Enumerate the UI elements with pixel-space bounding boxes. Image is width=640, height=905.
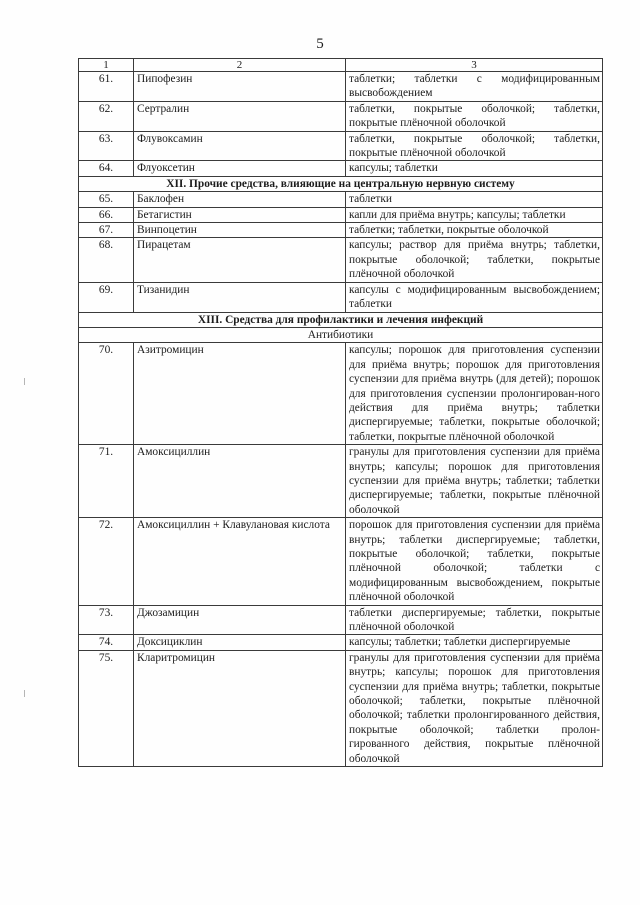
row-number: 62. bbox=[79, 101, 134, 131]
drug-name: Пирацетам bbox=[134, 238, 346, 282]
dosage-forms: таблетки диспергируемые; таблетки, покрытые плёночной оболочкой bbox=[346, 605, 603, 635]
dosage-forms: капсулы; раствор для приёма внутрь; таблетки, покрытые оболочкой; таблетки, покрытые плёночной оболочкой bbox=[346, 238, 603, 282]
dosage-forms: таблетки bbox=[346, 192, 603, 207]
row-number: 67. bbox=[79, 223, 134, 238]
row-number: 71. bbox=[79, 445, 134, 518]
column-number: 2 bbox=[134, 59, 346, 72]
row-number: 63. bbox=[79, 131, 134, 161]
dosage-forms: капсулы; таблетки; таблетки диспергируемые bbox=[346, 635, 603, 650]
table-row bbox=[79, 445, 603, 518]
row-number: 66. bbox=[79, 207, 134, 222]
table-row bbox=[79, 72, 603, 102]
table-body bbox=[79, 72, 603, 767]
drug-table bbox=[78, 58, 603, 767]
dosage-forms: таблетки; таблетки, покрытые оболочкой bbox=[346, 223, 603, 238]
drug-list-document bbox=[78, 58, 602, 767]
section-heading: XII. Прочие средства, влияющие на центральную нервную систему bbox=[79, 176, 603, 191]
row-number: 72. bbox=[79, 518, 134, 605]
table-row bbox=[79, 131, 603, 161]
drug-name: Доксициклин bbox=[134, 635, 346, 650]
drug-name: Амоксициллин + Клавулановая кислота bbox=[134, 518, 346, 605]
drug-name: Баклофен bbox=[134, 192, 346, 207]
table-row bbox=[79, 605, 603, 635]
table-row bbox=[79, 635, 603, 650]
table-row bbox=[79, 282, 603, 312]
drug-name: Бетагистин bbox=[134, 207, 346, 222]
section-heading-row bbox=[79, 176, 603, 191]
row-number: 64. bbox=[79, 161, 134, 176]
subsection-heading-row bbox=[79, 327, 603, 342]
section-heading-row bbox=[79, 312, 603, 327]
row-number: 73. bbox=[79, 605, 134, 635]
dosage-forms: порошок для приготовления суспензии для приёма внутрь; таблетки диспергируемые; таблетки, покрытые оболочкой; таблетки, покрытые плёночной оболочкой; таблетки с модифицированным высвобождением, покрытые плёночной оболочкой bbox=[346, 518, 603, 605]
table-row bbox=[79, 192, 603, 207]
table-row bbox=[79, 223, 603, 238]
margin-mark bbox=[24, 690, 25, 697]
table-row bbox=[79, 238, 603, 282]
table-row bbox=[79, 343, 603, 445]
row-number: 70. bbox=[79, 343, 134, 445]
dosage-forms: таблетки, покрытые оболочкой; таблетки, покрытые плёночной оболочкой bbox=[346, 131, 603, 161]
drug-name: Кларитромицин bbox=[134, 650, 346, 766]
drug-name: Сертралин bbox=[134, 101, 346, 131]
row-number: 68. bbox=[79, 238, 134, 282]
row-number: 65. bbox=[79, 192, 134, 207]
column-number-row bbox=[79, 59, 603, 72]
dosage-forms: капсулы; таблетки bbox=[346, 161, 603, 176]
drug-name: Джозамицин bbox=[134, 605, 346, 635]
column-number: 3 bbox=[346, 59, 603, 72]
drug-name: Винпоцетин bbox=[134, 223, 346, 238]
section-heading: XIII. Средства для профилактики и лечения инфекций bbox=[79, 312, 603, 327]
page-number: 5 bbox=[316, 36, 324, 52]
dosage-forms: гранулы для приготовления суспензии для приёма внутрь; капсулы; порошок для приготовления суспензии для приёма внутрь; таблетки; таблетки диспергируемые; таблетки, покрытые плёночной оболочкой bbox=[346, 445, 603, 518]
dosage-forms: капсулы с модифицированным высвобождением; таблетки bbox=[346, 282, 603, 312]
drug-name: Азитромицин bbox=[134, 343, 346, 445]
row-number: 61. bbox=[79, 72, 134, 102]
dosage-forms: капсулы; порошок для приготовления суспензии для приёма внутрь; порошок для приготовления суспензии для приёма внутрь (для детей); порошок для приготовления суспензии пролонгирован-ного действия для приёма внутрь; таблетки диспергируемые; таблетки, покрытые оболочкой; таблетки, покрытые плёночной оболочкой bbox=[346, 343, 603, 445]
row-number: 69. bbox=[79, 282, 134, 312]
dosage-forms: гранулы для приготовления суспензии для приёма внутрь; капсулы; порошок для приготовления суспензии для приёма внутрь; таблетки, покрытые оболочкой; таблетки, покрытые плёночной оболочкой; таблетки пролонгированного действия, покрытые оболочкой; таблетки пролон-гированного действия, покрытые плёночной оболочкой bbox=[346, 650, 603, 766]
margin-mark bbox=[24, 378, 25, 385]
drug-name: Флувоксамин bbox=[134, 131, 346, 161]
dosage-forms: таблетки, покрытые оболочкой; таблетки, покрытые плёночной оболочкой bbox=[346, 101, 603, 131]
table-row bbox=[79, 207, 603, 222]
dosage-forms: капли для приёма внутрь; капсулы; таблетки bbox=[346, 207, 603, 222]
table-row bbox=[79, 650, 603, 766]
row-number: 75. bbox=[79, 650, 134, 766]
drug-name: Пипофезин bbox=[134, 72, 346, 102]
column-number: 1 bbox=[79, 59, 134, 72]
dosage-forms: таблетки; таблетки с модифицированным высвобождением bbox=[346, 72, 603, 102]
table-row bbox=[79, 518, 603, 605]
subsection-heading: Антибиотики bbox=[79, 327, 603, 342]
drug-name: Тизанидин bbox=[134, 282, 346, 312]
drug-name: Флуоксетин bbox=[134, 161, 346, 176]
table-row bbox=[79, 101, 603, 131]
drug-name: Амоксициллин bbox=[134, 445, 346, 518]
row-number: 74. bbox=[79, 635, 134, 650]
table-row bbox=[79, 161, 603, 176]
